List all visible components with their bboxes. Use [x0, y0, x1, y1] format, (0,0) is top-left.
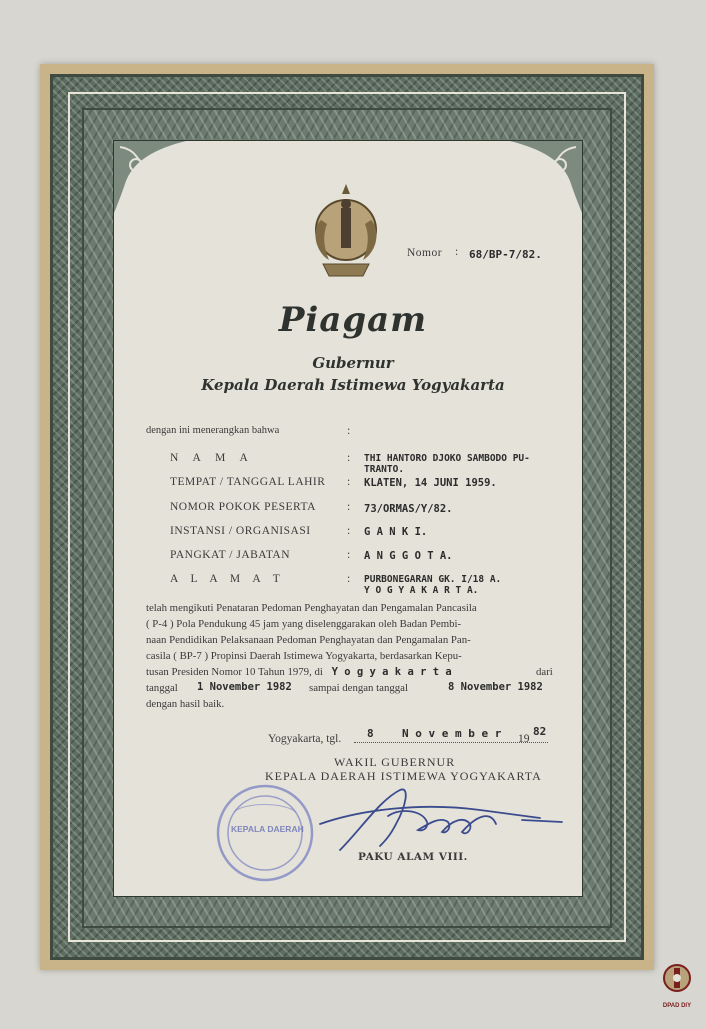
field-colon: :	[347, 525, 351, 537]
date-day: 8	[367, 727, 374, 740]
body-end-date: 8 November 1982	[448, 681, 543, 693]
field-colon: :	[347, 501, 351, 513]
archive-logo-text: DPAD DIY	[662, 1003, 692, 1009]
body-start-date: 1 November 1982	[197, 681, 292, 693]
signatory-title-1: WAKIL GUBERNUR	[334, 755, 456, 769]
document-subtitle-region: Kepala Daerah Istimewa Yogyakarta	[201, 376, 505, 394]
field-value-address: PURBONEGARAN GK. I/18 A.	[364, 574, 502, 585]
yogyakarta-emblem-icon	[305, 180, 387, 282]
body-city: Y o g y a k a r t a	[331, 666, 452, 678]
body-line-6-start: tanggal	[146, 682, 178, 694]
stamp-text: KEPALA DAERAH	[231, 824, 304, 834]
field-colon: :	[347, 476, 351, 488]
field-value-address-cont: Y O G Y A K A R T A.	[364, 585, 479, 596]
date-place: Yogyakarta, tgl.	[268, 733, 342, 745]
date-year-suffix: 82	[533, 725, 547, 738]
field-colon: :	[347, 573, 351, 585]
field-colon: :	[347, 452, 351, 464]
body-line-3: naan Pendidikan Pelaksanaan Pedoman Penghayatan dan Pengamalan Pan-	[146, 634, 471, 646]
corner-ornament-top-left	[114, 141, 186, 213]
field-label-address: A L A M A T	[170, 573, 285, 585]
field-label-participant-number: NOMOR POKOK PESERTA	[170, 501, 316, 513]
field-value-name: THI HANTORO DJOKO SAMBODO PU-	[364, 453, 530, 464]
date-month: N o v e m b e r	[402, 727, 502, 740]
number-colon: :	[455, 246, 459, 258]
field-colon: :	[347, 549, 351, 561]
body-line-2: ( P-4 ) Pola Pendukung 45 jam yang diselenggarakan oleh Badan Pembi-	[146, 618, 462, 630]
field-label-organization: INSTANSI / ORGANISASI	[170, 525, 311, 537]
body-line-4: casila ( BP-7 ) Propinsi Daerah Istimewa Yogyakarta, berdasarkan Kepu-	[146, 650, 462, 662]
field-value-name-cont: TRANTO.	[364, 464, 405, 475]
field-value-position: A N G G O T A.	[364, 550, 453, 562]
field-label-birth: TEMPAT / TANGGAL LAHIR	[170, 476, 326, 488]
document-title: Piagam	[278, 300, 428, 340]
body-line-5	[146, 664, 452, 680]
handwritten-signature	[300, 780, 570, 860]
intro-text: dengan ini menerangkan bahwa	[146, 425, 280, 436]
date-year-prefix: 19	[518, 733, 530, 745]
body-line-6-mid: sampai dengan tanggal	[309, 682, 408, 694]
body-line-5-start: tusan Presiden Nomor 10 Tahun 1979, di	[146, 666, 323, 678]
corner-ornament-top-right	[510, 141, 582, 213]
field-label-position: PANGKAT / JABATAN	[170, 549, 291, 561]
field-label-name: N A M A	[170, 452, 254, 464]
field-value-organization: G A N K I.	[364, 526, 428, 538]
signatory-name: PAKU ALAM VIII.	[358, 851, 468, 863]
body-line-7: dengan hasil baik.	[146, 698, 225, 710]
document-subtitle-governor: Gubernur	[312, 354, 394, 372]
number-label: Nomor	[407, 247, 443, 259]
certificate-number: 68/BP-7/82.	[469, 248, 542, 261]
body-line-5-end: dari	[536, 666, 553, 678]
body-line-1: telah mengikuti Penataran Pedoman Penghayatan dan Pengamalan Pancasila	[146, 602, 477, 614]
field-value-participant-number: 73/ORMAS/Y/82.	[364, 503, 453, 515]
signatory-title-2: KEPALA DAERAH ISTIMEWA YOGYAKARTA	[265, 769, 542, 783]
intro-colon: :	[347, 425, 351, 437]
field-value-birth: KLATEN, 14 JUNI 1959.	[364, 477, 497, 489]
